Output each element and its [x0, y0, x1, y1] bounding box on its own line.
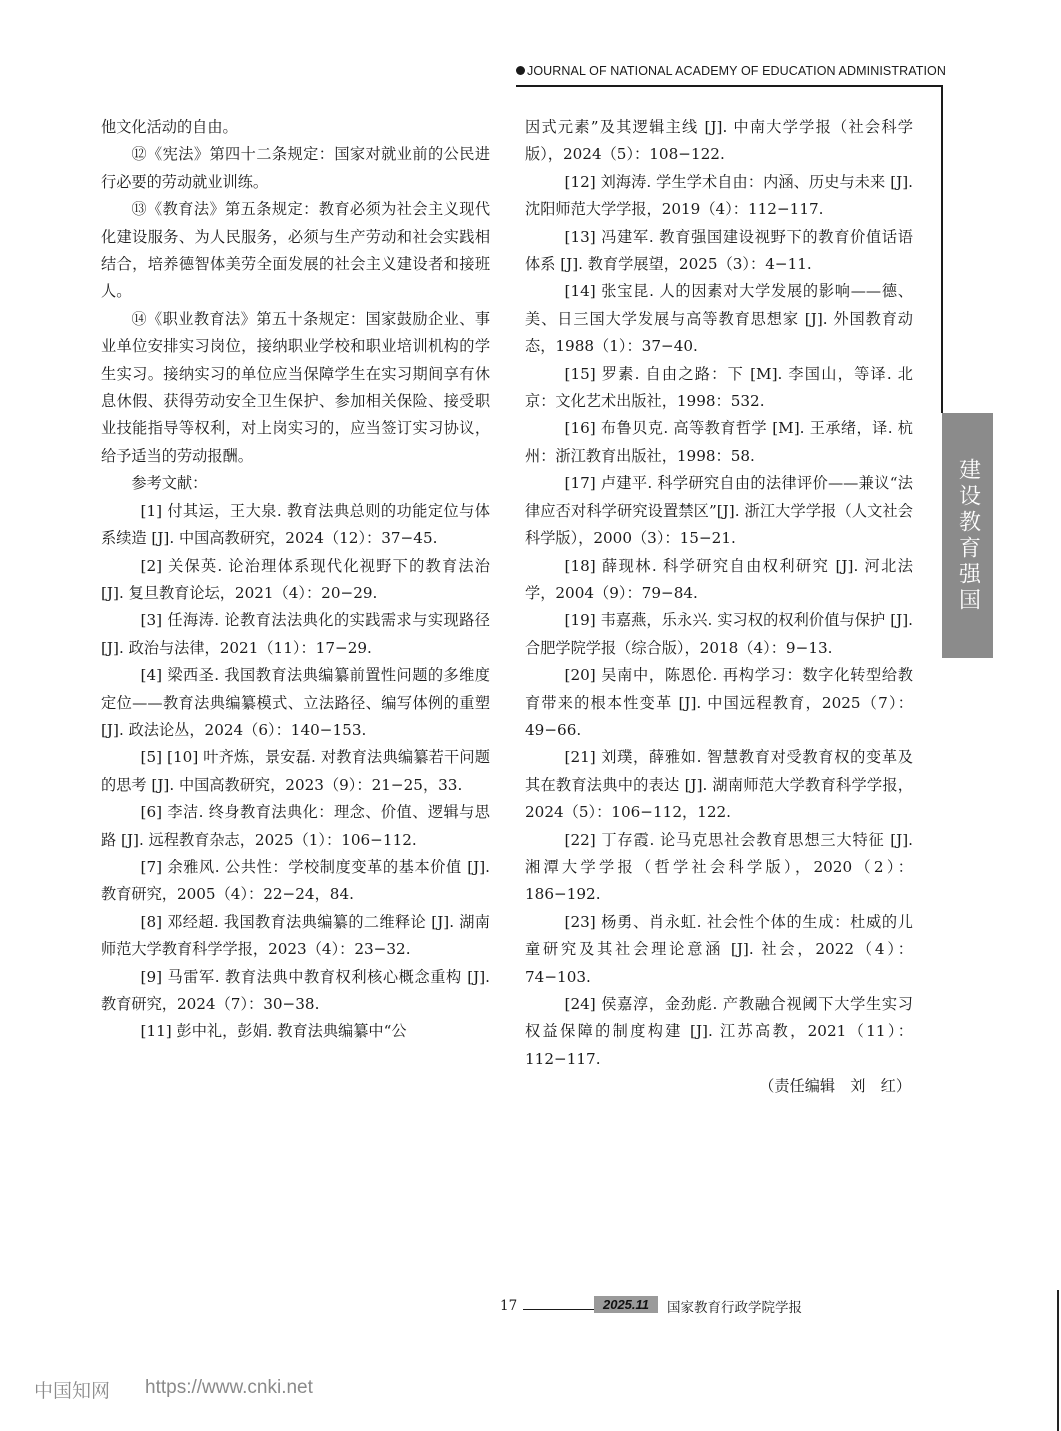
cnki-watermark-name: 中国知网: [34, 1380, 111, 1402]
page-edge-line: [1057, 1290, 1059, 1431]
note-14: ⑭《职业教育法》第五十条规定：国家鼓励企业、事业单位安排实习岗位，接纳职业学校和职业培训机构的学生实习。接纳实习的单位应当保障学生在实习期间享有休息休假、获得劳动安全卫生保护、参加相关保险、接受职业技能指导等权利，对上岗实习的，应当签订实习协议，给予适当的劳动报酬。: [101, 309, 490, 465]
reference-item: [14] 张宝昆. 人的因素对大学发展的影响——德、美、日三国大学发展与高等教育思想家 [J]. 外国教育动态，1988（1）：37−40.: [525, 282, 913, 356]
bullet-dot-icon: [516, 66, 525, 75]
reference-item: [11] 彭中礼，彭娟. 教育法典编纂中“公: [140, 1022, 407, 1041]
header-rule-vertical: [941, 85, 943, 413]
reference-item: [2] 关保英. 论治理体系现代化视野下的教育法治 [J]. 复旦教育论坛，2021（4）：20−29.: [101, 556, 490, 602]
reference-item: [4] 梁西圣. 我国教育法典编纂前置性问题的多维度定位——教育法典编纂模式、立法路径、编写体例的重塑 [J]. 政法论丛，2024（6）：140−153.: [101, 666, 490, 739]
note-12: ⑫《宪法》第四十二条规定：国家对就业前的公民进行必要的劳动就业训练。: [101, 145, 490, 191]
body-paragraph: 他文化活动的自由。: [101, 118, 238, 136]
reference-item: [24] 侯嘉淳，金劲彪. 产教融合视阈下大学生实习权益保障的制度构建 [J]. 江苏高教，2021（11）：112−117.: [525, 995, 913, 1068]
footer-journal-name: 国家教育行政学院学报: [667, 1300, 802, 1316]
reference-item: [20] 吴南中，陈恩伦. 再构学习：数字化转型给教育带来的根本性变革 [J]. 中国远程教育，2025（7）：49−66.: [525, 666, 913, 739]
reference-item: [13] 冯建军. 教育强国建设视野下的教育价值话语体系 [J]. 教育学展望，2025（3）：4−11.: [525, 227, 913, 274]
journal-running-header: [516, 64, 946, 78]
issue-badge: 2025.11: [594, 1296, 658, 1313]
reference-item: [1] 付其运，王大泉. 教育法典总则的功能定位与体系续造 [J]. 中国高教研究，2024（12）：37−45.: [101, 501, 490, 548]
references-heading: 参考文献：: [131, 474, 208, 493]
left-column: [101, 114, 490, 1046]
reference-item: [7] 余雅风. 公共性：学校制度变革的基本价值 [J]. 教育研究，2005（4）：22−24，84.: [101, 857, 490, 904]
reference-item: [17] 卢建平. 科学研究自由的法律评价——兼议“法律应否对科学研究设置禁区”[J]. 浙江大学学报（人文社会科学版），2000（3）：15−21.: [525, 474, 913, 548]
footer-rule: [523, 1309, 594, 1310]
cnki-watermark-url: https://www.cnki.net: [145, 1377, 313, 1398]
reference-item: [22] 丁存霞. 论马克思社会教育思想三大特征 [J]. 湘潭大学学报（哲学社会科学版），2020（2）：186−192.: [525, 830, 913, 904]
reference-item: [6] 李洁. 终身教育法典化：理念、价值、逻辑与思路 [J]. 远程教育杂志，2025（1）：106−112.: [101, 803, 490, 849]
reference-item: [16] 布鲁贝克. 高等教育哲学 [M]. 王承绪，译. 杭州：浙江教育出版社，1998：58.: [525, 419, 913, 465]
reference-item: [19] 韦嘉燕，乐永兴. 实习权的权利价值与保护 [J]. 合肥学院学报（综合版），2018（4）：9−13.: [525, 611, 913, 657]
reference-item: [15] 罗素. 自由之路：下 [M]. 李国山，等译. 北京：文化艺术出版社，1998：532.: [525, 364, 913, 411]
page-number: 17: [500, 1298, 518, 1314]
header-rule: [516, 85, 942, 87]
reference-item: [12] 刘海涛. 学生学术自由：内涵、历史与未来 [J]. 沈阳师范大学学报，2019（4）：112−117.: [525, 172, 913, 219]
reference-item: [5] [10] 叶齐炼，景安磊. 对教育法典编纂若干问题的思考 [J]. 中国高教研究，2023（9）：21−25，33.: [101, 748, 490, 794]
reference-item-continued: 因式元素”及其逻辑主线 [J]. 中南大学学报（社会科学版），2024（5）：108−122.: [525, 118, 913, 164]
reference-item: [8] 邓经超. 我国教育法典编纂的二维释论 [J]. 湖南师范大学教育科学学报，2023（4）：23−32.: [101, 912, 490, 959]
reference-item: [18] 薛现林. 科学研究自由权利研究 [J]. 河北法学，2004（9）：79−84.: [525, 556, 913, 602]
right-column: [525, 114, 913, 1101]
reference-item: [3] 任海涛. 论教育法法典化的实践需求与实现路径 [J]. 政治与法律，2021（11）：17−29.: [101, 611, 490, 657]
section-side-tab: 建设教育强国: [942, 413, 993, 658]
reference-item: [23] 杨勇、肖永虹. 社会性个体的生成：杜威的儿童研究及其社会理论意涵 [J]. 社会，2022（4）：74−103.: [525, 912, 913, 986]
reference-item: [21] 刘璞，薛雅如. 智慧教育对受教育权的变革及其在教育法典中的表达 [J]. 湖南师范大学教育科学学报，2024（5）：106−112，122.: [525, 748, 913, 822]
reference-item: [9] 马雷军. 教育法典中教育权利核心概念重构 [J]. 教育研究，2024（7）：30−38.: [101, 967, 490, 1013]
journal-title-text: JOURNAL OF NATIONAL ACADEMY OF EDUCATION ADMINISTRATION: [527, 64, 946, 78]
responsible-editor: （责任编辑 刘 红）: [759, 1077, 911, 1096]
note-13: ⑬《教育法》第五条规定：教育必须为社会主义现代化建设服务、为人民服务，必须与生产劳动和社会实践相结合，培养德智体美劳全面发展的社会主义建设者和接班人。: [101, 200, 490, 301]
